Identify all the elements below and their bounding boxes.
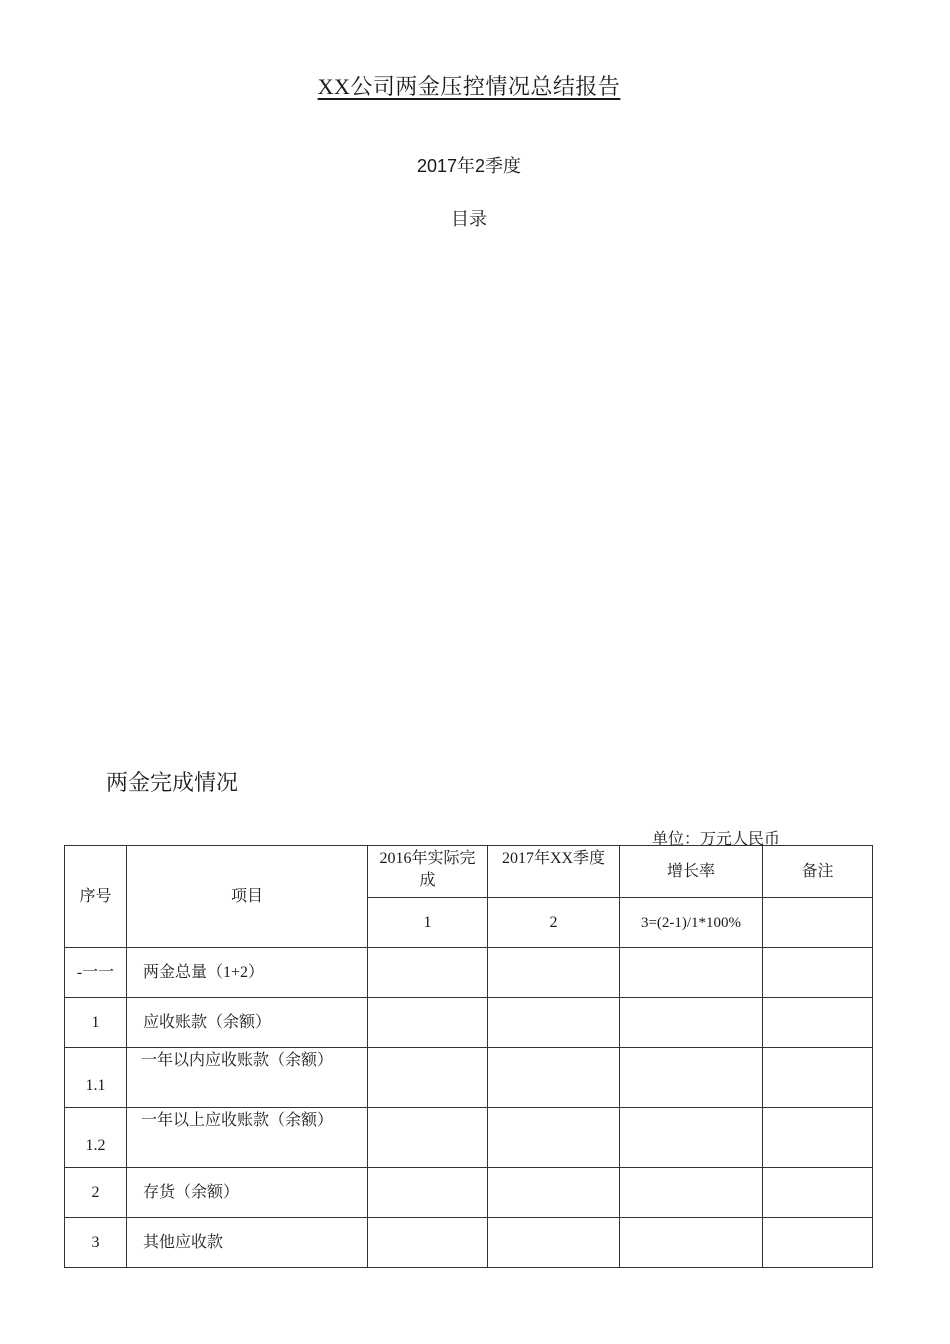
cell-growth <box>620 1048 763 1108</box>
cell-remark <box>763 948 873 998</box>
header-2016-actual: 2016年实际完成 <box>368 846 488 898</box>
cell-remark <box>763 1048 873 1108</box>
table-header-row <box>65 846 873 898</box>
cell-2016 <box>368 1108 488 1168</box>
table-row <box>65 1048 873 1108</box>
cell-remark <box>763 998 873 1048</box>
report-period: 2017年2季度 <box>416 156 522 176</box>
report-title: XX公司两金压控情况总结报告 <box>317 74 621 99</box>
cell-2017 <box>488 1218 620 1268</box>
cell-remark <box>763 1168 873 1218</box>
table-row <box>65 998 873 1048</box>
table-row <box>65 1218 873 1268</box>
row-item: 存货（余额） <box>127 1168 368 1218</box>
cell-growth <box>620 1108 763 1168</box>
header-remark: 备注 <box>763 846 873 898</box>
row-seq: 1.2 <box>65 1108 127 1168</box>
row-item: 两金总量（1+2） <box>127 948 368 998</box>
table-row <box>65 1108 873 1168</box>
cell-2017 <box>488 948 620 998</box>
cell-2017 <box>488 998 620 1048</box>
row-item: 一年以上应收账款（余额） <box>127 1108 368 1168</box>
section-heading: 两金完成情况 <box>106 770 239 795</box>
cell-2016 <box>368 948 488 998</box>
table-of-contents-label: 目录 <box>451 209 487 229</box>
cell-growth <box>620 998 763 1048</box>
cell-growth <box>620 1168 763 1218</box>
cell-2016 <box>368 1168 488 1218</box>
subheader-growth-formula: 3=(2-1)/1*100% <box>620 898 763 948</box>
two-funds-table <box>64 845 873 1268</box>
cell-2017 <box>488 1168 620 1218</box>
row-seq: 3 <box>65 1218 127 1268</box>
cell-2017 <box>488 1048 620 1108</box>
row-item: 其他应收款 <box>127 1218 368 1268</box>
cell-remark <box>763 1218 873 1268</box>
header-2017-quarter: 2017年XX季度 <box>488 846 620 898</box>
header-growth-rate: 增长率 <box>620 846 763 898</box>
cell-growth <box>620 948 763 998</box>
header-item: 项目 <box>127 846 368 948</box>
row-seq: -一一 <box>65 948 127 998</box>
table-row <box>65 948 873 998</box>
row-seq: 2 <box>65 1168 127 1218</box>
row-item: 应收账款（余额） <box>127 998 368 1048</box>
row-seq: 1.1 <box>65 1048 127 1108</box>
header-seq: 序号 <box>65 846 127 948</box>
cell-2016 <box>368 1048 488 1108</box>
table-row <box>65 1168 873 1218</box>
subheader-2017: 2 <box>488 898 620 948</box>
row-seq: 1 <box>65 998 127 1048</box>
cell-2016 <box>368 1218 488 1268</box>
unit-label: 单位：万元人民币 <box>652 831 781 848</box>
row-item: 一年以内应收账款（余额） <box>127 1048 368 1108</box>
subheader-remark <box>763 898 873 948</box>
cell-2017 <box>488 1108 620 1168</box>
subheader-2016: 1 <box>368 898 488 948</box>
cell-growth <box>620 1218 763 1268</box>
cell-2016 <box>368 998 488 1048</box>
cell-remark <box>763 1108 873 1168</box>
